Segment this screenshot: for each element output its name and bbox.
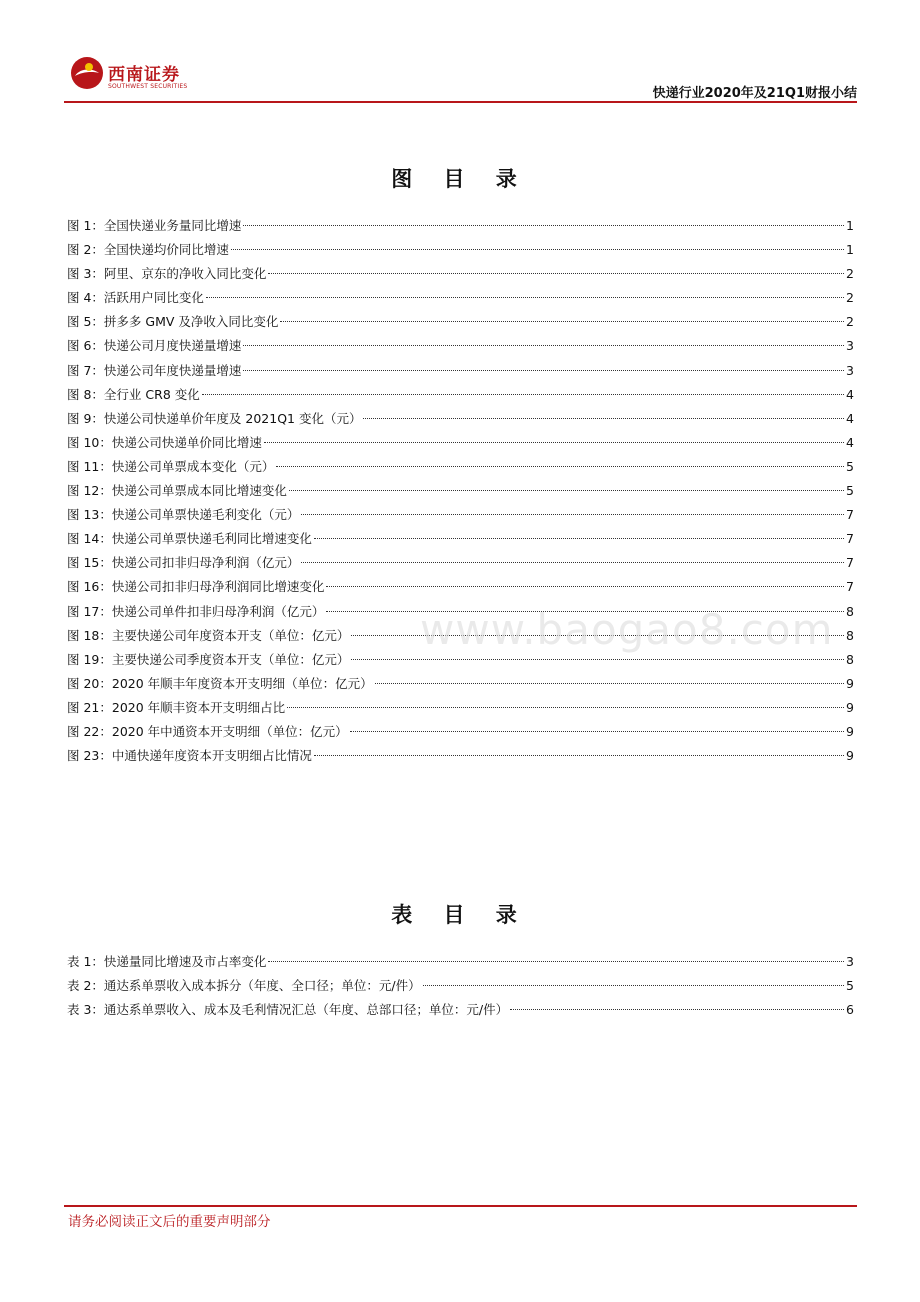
toc-entry-page: 9 (846, 675, 854, 691)
toc-entry-page: 1 (846, 242, 854, 258)
toc-entry-page: 3 (846, 362, 854, 378)
toc-leader-dots (202, 393, 844, 395)
toc-leader-dots (243, 369, 844, 371)
toc-entry-label: 图 11：快递公司单票成本变化（元） (67, 458, 275, 474)
toc-entry-page: 3 (846, 338, 854, 354)
toc-entry-page: 2 (846, 290, 854, 306)
toc-leader-dots (350, 730, 844, 732)
toc-leader-dots (510, 1008, 844, 1010)
toc-entry-page: 1 (846, 218, 854, 233)
toc-entry-page: 2 (846, 314, 854, 330)
toc-entry-page: 7 (846, 507, 854, 523)
toc-entry-page: 8 (846, 627, 854, 643)
toc-leader-dots (243, 344, 844, 346)
tables-section-title: 表 目 录 (391, 903, 529, 927)
toc-entry-page: 9 (846, 723, 854, 739)
toc-leader-dots (314, 754, 844, 756)
logo-english-name: SOUTHWEST SECURITIES (108, 83, 188, 90)
toc-entry-label: 图 22：2020 年中通资本开支明细（单位：亿元） (67, 723, 348, 739)
toc-entry-page: 6 (846, 1002, 854, 1018)
toc-entry-page: 4 (846, 410, 854, 426)
toc-entry[interactable] (67, 359, 854, 383)
toc-leader-dots (287, 706, 844, 708)
toc-entry-label: 图 18：主要快递公司年度资本开支（单位：亿元） (67, 627, 350, 643)
logo-emblem-icon (70, 56, 104, 90)
toc-entry[interactable] (67, 503, 854, 527)
toc-leader-dots (363, 417, 844, 419)
toc-leader-dots (301, 513, 844, 515)
figures-toc-list (67, 214, 854, 768)
toc-entry[interactable] (67, 696, 854, 720)
toc-entry-label: 表 1：快递量同比增速及市占率变化 (67, 954, 267, 969)
toc-leader-dots (326, 585, 844, 587)
toc-entry-label: 图 12：快递公司单票成本同比增速变化 (67, 483, 287, 499)
footer-disclaimer: 请务必阅读正文后的重要声明部分 (68, 1214, 271, 1230)
toc-entry-page: 4 (846, 434, 854, 450)
toc-entry-label: 图 5：拼多多 GMV 及净收入同比变化 (67, 314, 279, 330)
toc-leader-dots (243, 224, 844, 226)
toc-entry-label: 图 7：快递公司年度快递量增速 (67, 362, 242, 378)
toc-leader-dots (268, 272, 844, 274)
toc-entry[interactable] (67, 974, 854, 998)
toc-entry[interactable] (67, 407, 854, 431)
toc-entry[interactable] (67, 455, 854, 479)
toc-entry-label: 图 3：阿里、京东的净收入同比变化 (67, 266, 267, 282)
toc-entry-page: 5 (846, 978, 854, 994)
toc-entry-label: 图 8：全行业 CR8 变化 (67, 386, 200, 402)
toc-entry[interactable] (67, 310, 854, 334)
toc-leader-dots (264, 441, 844, 443)
toc-entry[interactable] (67, 744, 854, 768)
page-header (64, 52, 857, 104)
tables-toc-list (67, 950, 854, 1022)
toc-entry-page: 8 (846, 603, 854, 619)
toc-entry-label: 图 6：快递公司月度快递量增速 (67, 338, 242, 354)
toc-leader-dots (276, 465, 844, 467)
toc-entry[interactable] (67, 950, 854, 974)
toc-entry-label: 图 20：2020 年顺丰年度资本开支明细（单位：亿元） (67, 675, 373, 691)
toc-leader-dots (206, 296, 844, 298)
toc-leader-dots (289, 489, 844, 491)
toc-entry-label: 表 2：通达系单票收入成本拆分（年度、全口径；单位：元/件） (67, 978, 421, 994)
watermark: www.baogao8.com (420, 605, 834, 654)
toc-entry[interactable] (67, 286, 854, 310)
toc-entry-label: 图 14：快递公司单票快递毛利同比增速变化 (67, 531, 312, 547)
header-divider (64, 101, 857, 103)
toc-entry[interactable] (67, 575, 854, 599)
toc-entry[interactable] (67, 527, 854, 551)
toc-leader-dots (314, 537, 844, 539)
toc-entry-label: 图 19：主要快递公司季度资本开支（单位：亿元） (67, 651, 350, 667)
toc-entry[interactable] (67, 334, 854, 358)
toc-entry-page: 8 (846, 651, 854, 667)
toc-entry-label: 图 13：快递公司单票快递毛利变化（元） (67, 507, 300, 523)
toc-entry-label: 图 21：2020 年顺丰资本开支明细占比 (67, 699, 286, 715)
toc-entry[interactable] (67, 262, 854, 286)
toc-entry-page: 4 (846, 386, 854, 402)
toc-entry-page: 9 (846, 699, 854, 715)
toc-leader-dots (351, 658, 844, 660)
toc-entry-label: 图 23：中通快递年度资本开支明细占比情况 (67, 748, 312, 764)
toc-entry-page: 3 (846, 954, 854, 969)
toc-entry[interactable] (67, 383, 854, 407)
toc-entry[interactable] (67, 431, 854, 455)
figures-section-title: 图 目 录 (391, 167, 529, 191)
toc-entry-label: 图 4：活跃用户同比变化 (67, 290, 204, 306)
toc-entry[interactable] (67, 214, 854, 238)
logo-chinese-name: 西南证券 (108, 65, 180, 85)
toc-entry[interactable] (67, 998, 854, 1022)
toc-entry-label: 图 9：快递公司快递单价年度及 2021Q1 变化（元） (67, 410, 362, 426)
toc-leader-dots (423, 984, 844, 986)
toc-entry-label: 图 16：快递公司扣非归母净利润同比增速变化 (67, 579, 325, 595)
toc-leader-dots (280, 320, 844, 322)
toc-entry[interactable] (67, 479, 854, 503)
toc-leader-dots (375, 682, 844, 684)
toc-entry-page: 9 (846, 748, 854, 764)
toc-entry-label: 图 10：快递公司快递单价同比增速 (67, 434, 262, 450)
toc-entry-label: 图 2：全国快递均价同比增速 (67, 242, 229, 258)
company-logo (70, 56, 210, 96)
toc-leader-dots (301, 561, 844, 563)
toc-entry[interactable] (67, 720, 854, 744)
toc-entry-page: 5 (846, 483, 854, 499)
footer-divider (64, 1205, 857, 1207)
toc-leader-dots (231, 248, 844, 250)
toc-leader-dots (268, 960, 844, 962)
toc-entry-label: 图 17：快递公司单件扣非归母净利润（亿元） (67, 603, 325, 619)
report-title: 快递行业2020年及21Q1财报小结 (652, 86, 857, 101)
toc-entry-page: 5 (846, 458, 854, 474)
toc-entry[interactable] (67, 551, 854, 575)
toc-entry-label: 图 1：全国快递业务量同比增速 (67, 218, 242, 233)
toc-entry[interactable] (67, 238, 854, 262)
toc-entry-page: 7 (846, 555, 854, 571)
toc-entry-page: 7 (846, 579, 854, 595)
toc-entry-page: 2 (846, 266, 854, 282)
toc-entry-label: 表 3：通达系单票收入、成本及毛利情况汇总（年度、总部口径；单位：元/件） (67, 1002, 509, 1018)
toc-entry-page: 7 (846, 531, 854, 547)
toc-entry[interactable] (67, 672, 854, 696)
toc-entry-label: 图 15：快递公司扣非归母净利润（亿元） (67, 555, 300, 571)
